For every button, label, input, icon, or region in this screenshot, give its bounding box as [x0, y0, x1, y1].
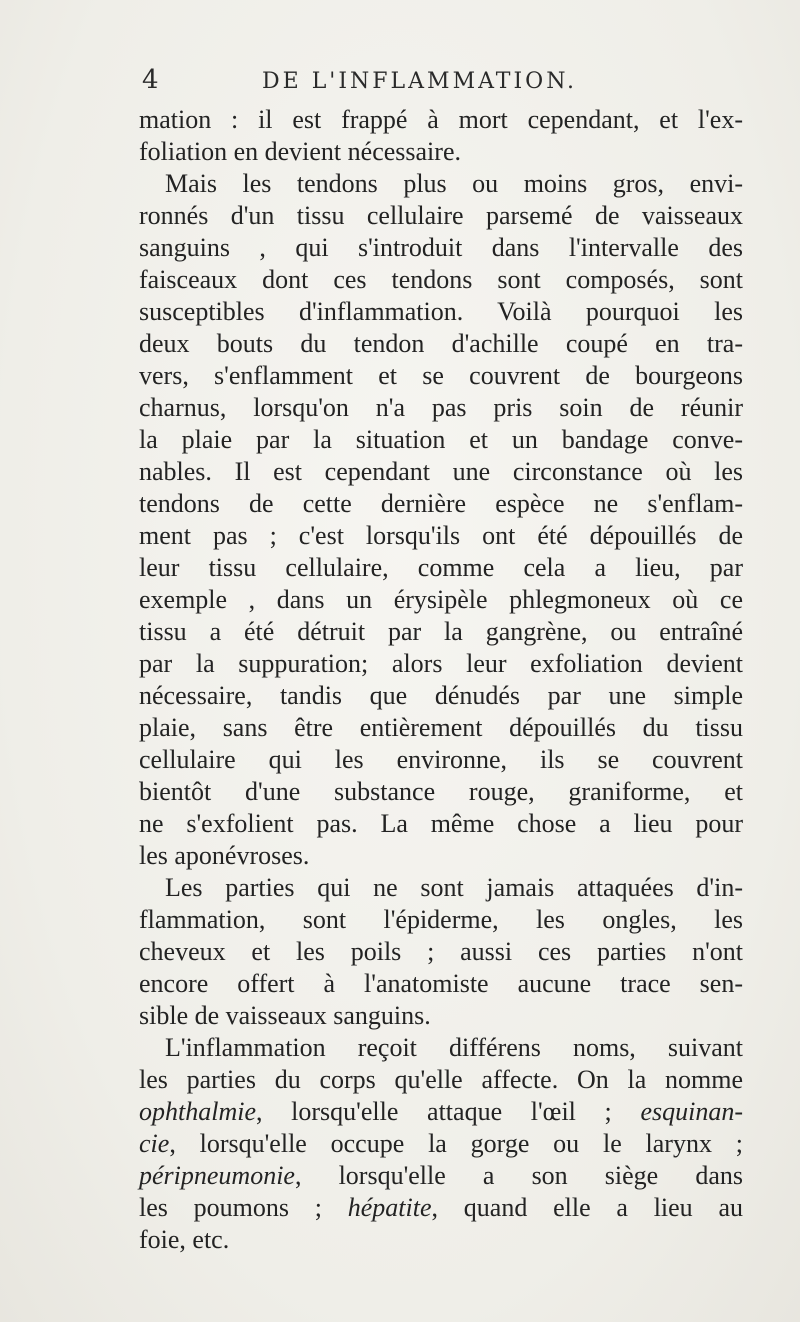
text-line: cie, lorsqu'elle occupe la gorge ou le larynx ;: [139, 1129, 743, 1158]
italic-term: cie: [139, 1129, 170, 1158]
text-line: leur tissu cellulaire, comme cela a lieu, par: [139, 553, 743, 582]
text-line: ophthalmie, lorsqu'elle attaque l'œil ; esquinan-: [139, 1097, 743, 1126]
text-line: cellulaire qui les environne, ils se couvrent: [139, 745, 743, 774]
text-line: flammation, sont l'épiderme, les ongles, les: [139, 905, 743, 934]
text-line: vers, s'enflamment et se couvrent de bourgeons: [139, 361, 743, 390]
text-line: tendons de cette dernière espèce ne s'enflam-: [139, 489, 743, 518]
paragraph-start-line: Mais les tendons plus ou moins gros, envi-: [165, 169, 743, 198]
text-line: les poumons ; hépatite, quand elle a lieu au: [139, 1193, 743, 1222]
text-line: nables. Il est cependant une circonstance où les: [139, 457, 743, 486]
text-line: les aponévroses.: [139, 841, 310, 870]
text-line: sible de vaisseaux sanguins.: [139, 1001, 431, 1030]
italic-term: ophthalmie: [139, 1097, 256, 1126]
running-head: DE L'INFLAMMATION.: [262, 69, 578, 94]
text-line: péripneumonie, lorsqu'elle a son siège dans: [139, 1161, 743, 1190]
italic-term: esquinan-: [640, 1097, 743, 1126]
text-line: sanguins , qui s'introduit dans l'intervalle des: [139, 233, 743, 262]
text-line: charnus, lorsqu'on n'a pas pris soin de réunir: [139, 393, 743, 422]
text-line: la plaie par la situation et un bandage conve-: [139, 425, 743, 454]
text-line: par la suppuration; alors leur exfoliation devient: [139, 649, 743, 678]
text-line: foliation en devient nécessaire.: [139, 137, 461, 166]
italic-term: péripneumonie: [139, 1161, 295, 1190]
text-line: ment pas ; c'est lorsqu'ils ont été dépouillés de: [139, 521, 743, 550]
text-line: les parties du corps qu'elle affecte. On la nomme: [139, 1065, 743, 1094]
paragraph-start-line: L'inflammation reçoit différens noms, suivant: [165, 1033, 743, 1062]
text-line: foie, etc.: [139, 1225, 230, 1254]
text-line: deux bouts du tendon d'achille coupé en tra-: [139, 329, 743, 358]
page-header: [132, 62, 692, 102]
text-line: susceptibles d'inflammation. Voilà pourquoi les: [139, 297, 743, 326]
text-line: exemple , dans un érysipèle phlegmoneux où ce: [139, 585, 743, 614]
text-line: encore offert à l'anatomiste aucune trace sen-: [139, 969, 743, 998]
text-line: tissu a été détruit par la gangrène, ou entraîné: [139, 617, 743, 646]
text-line: bientôt d'une substance rouge, graniforme, et: [139, 777, 743, 806]
text-line: faisceaux dont ces tendons sont composés, sont: [139, 265, 743, 294]
text-line: cheveux et les poils ; aussi ces parties n'ont: [139, 937, 743, 966]
page-number: 4: [142, 65, 159, 95]
italic-term: hépatite: [347, 1193, 432, 1222]
text-line: mation : il est frappé à mort cependant, et l'ex-: [139, 105, 743, 134]
paragraph-start-line: Les parties qui ne sont jamais attaquées d'in-: [165, 873, 743, 902]
text-line: ronnés d'un tissu cellulaire parsemé de vaisseaux: [139, 201, 743, 230]
text-line: nécessaire, tandis que dénudés par une simple: [139, 681, 743, 710]
text-line: plaie, sans être entièrement dépouillés du tissu: [139, 713, 743, 742]
text-line: ne s'exfolient pas. La même chose a lieu pour: [139, 809, 743, 838]
body-text: [139, 104, 743, 1256]
